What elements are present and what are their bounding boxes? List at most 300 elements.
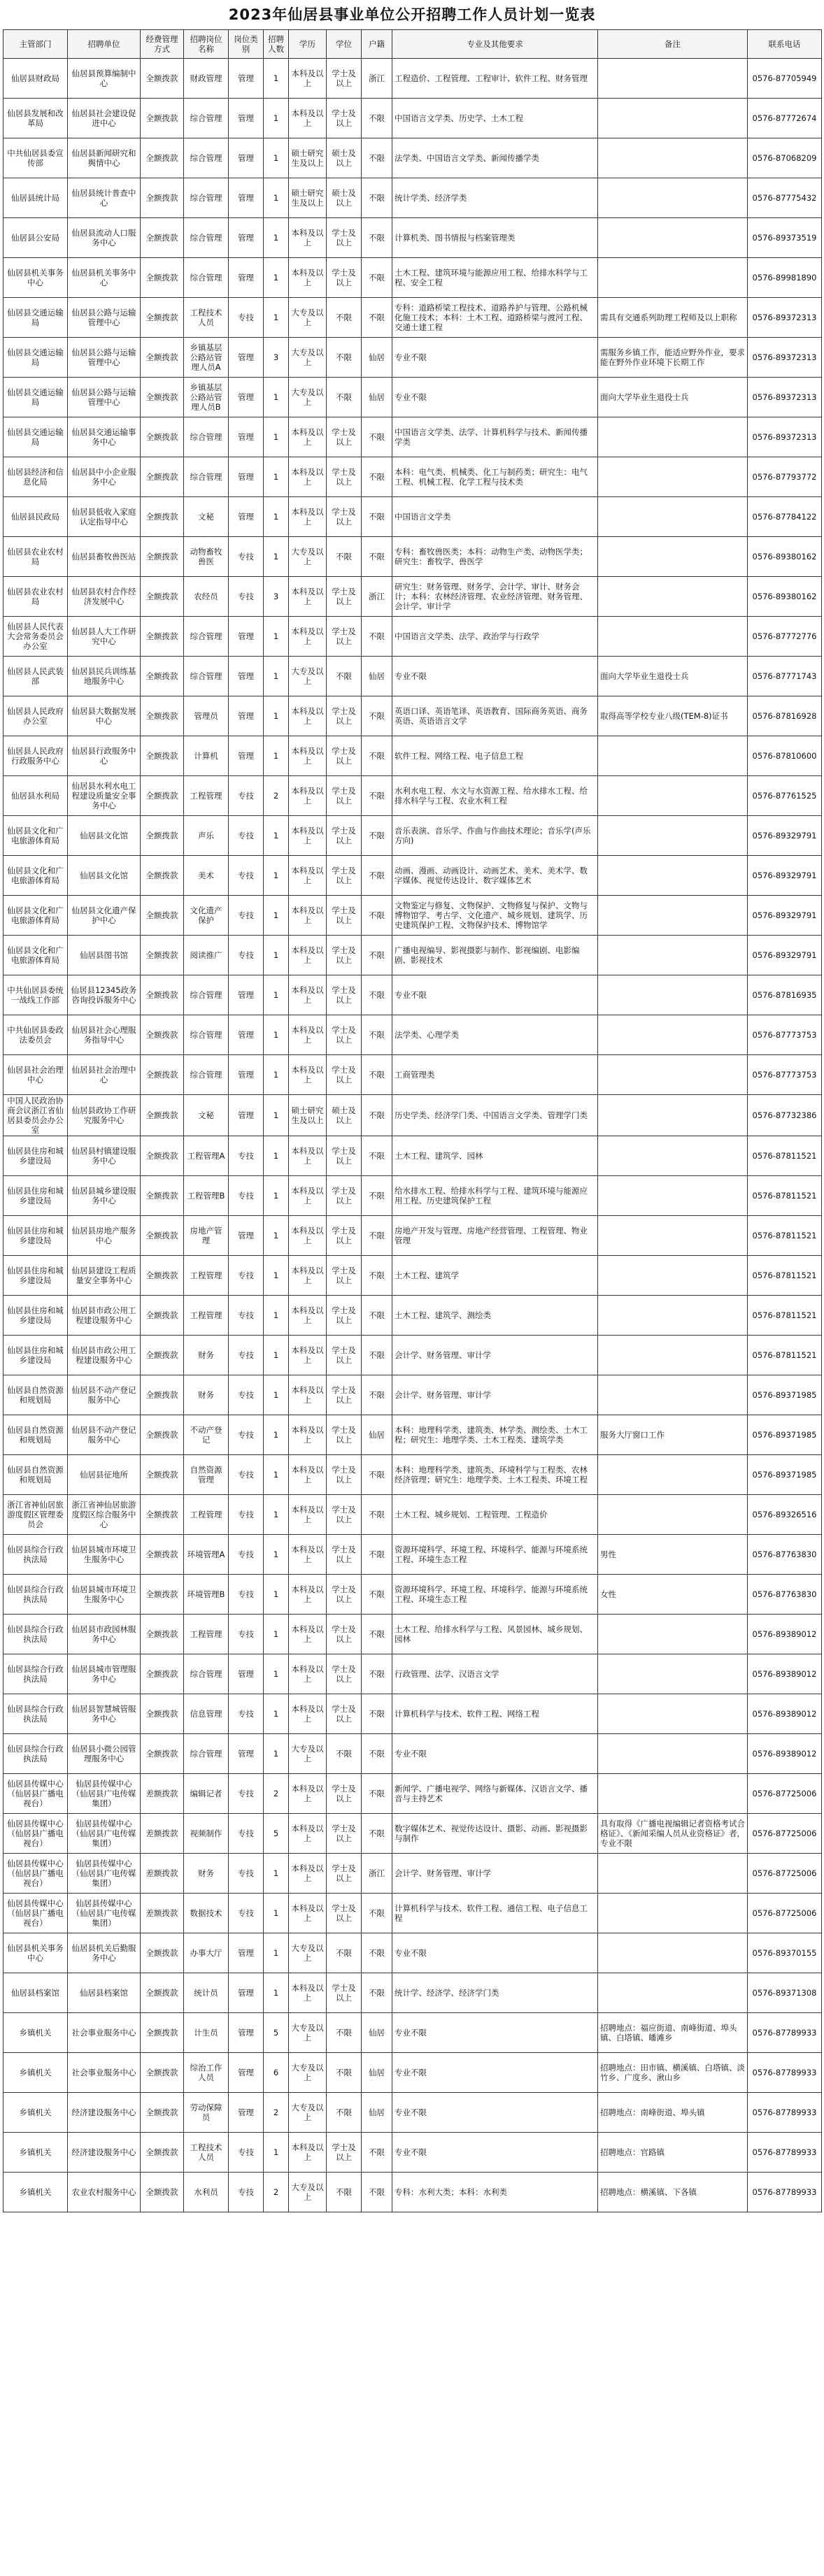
remarks-cell bbox=[598, 736, 748, 776]
remarks-cell bbox=[598, 138, 748, 178]
table-row bbox=[3, 696, 822, 736]
phone-cell: 0576-89389012 bbox=[748, 1734, 822, 1774]
department-cell: 仙居县传媒中心（仙居县广播电视台） bbox=[3, 1854, 68, 1894]
count-cell: 1 bbox=[264, 696, 289, 736]
funding-cell: 全额拨款 bbox=[141, 2093, 184, 2133]
education-cell: 大专及以上 bbox=[289, 2013, 327, 2053]
residence-cell: 仙居 bbox=[362, 657, 392, 696]
phone-cell: 0576-87732386 bbox=[748, 1095, 822, 1136]
education-cell: 本科及以上 bbox=[289, 856, 327, 896]
count-cell: 1 bbox=[264, 99, 289, 138]
education-cell: 本科及以上 bbox=[289, 736, 327, 776]
table-row bbox=[3, 497, 822, 537]
degree-cell: 硕士及以上 bbox=[327, 138, 362, 178]
funding-cell: 全额拨款 bbox=[141, 736, 184, 776]
category-cell: 管理 bbox=[229, 1654, 264, 1694]
remarks-cell bbox=[598, 856, 748, 896]
table-row bbox=[3, 975, 822, 1015]
table-row bbox=[3, 1933, 822, 1973]
requirements-cell: 专业不限 bbox=[392, 1933, 598, 1973]
remarks-cell bbox=[598, 258, 748, 298]
education-cell: 本科及以上 bbox=[289, 59, 327, 99]
position-cell: 乡镇基层公路站管理人员A bbox=[184, 338, 229, 378]
residence-cell: 不限 bbox=[362, 1136, 392, 1176]
category-cell: 管理 bbox=[229, 457, 264, 497]
education-cell: 本科及以上 bbox=[289, 1375, 327, 1415]
unit-cell: 仙居县传媒中心（仙居县广电传媒集团） bbox=[68, 1774, 141, 1814]
remarks-cell: 服务大厅窗口工作 bbox=[598, 1415, 748, 1455]
count-cell: 1 bbox=[264, 1575, 289, 1615]
education-cell: 硕士研究生及以上 bbox=[289, 138, 327, 178]
table-row bbox=[3, 1136, 822, 1176]
position-cell: 工程管理B bbox=[184, 1176, 229, 1216]
category-cell: 专技 bbox=[229, 896, 264, 936]
position-cell: 办事大厅 bbox=[184, 1933, 229, 1973]
remarks-cell bbox=[598, 1176, 748, 1216]
degree-cell: 学士及以上 bbox=[327, 1854, 362, 1894]
table-row bbox=[3, 2093, 822, 2133]
education-cell: 大专及以上 bbox=[289, 298, 327, 338]
position-cell: 综治工作人员 bbox=[184, 2053, 229, 2093]
residence-cell: 不限 bbox=[362, 218, 392, 258]
count-cell: 1 bbox=[264, 59, 289, 99]
remarks-cell bbox=[598, 457, 748, 497]
degree-cell: 学士及以上 bbox=[327, 1375, 362, 1415]
funding-cell: 全额拨款 bbox=[141, 457, 184, 497]
education-cell: 本科及以上 bbox=[289, 1774, 327, 1814]
degree-cell: 不限 bbox=[327, 537, 362, 577]
position-cell: 美术 bbox=[184, 856, 229, 896]
header-cell: 经费管理方式 bbox=[141, 30, 184, 59]
category-cell: 专技 bbox=[229, 1894, 264, 1933]
unit-cell: 仙居县机关后勤服务中心 bbox=[68, 1933, 141, 1973]
table-row bbox=[3, 178, 822, 218]
position-cell: 劳动保障员 bbox=[184, 2093, 229, 2133]
degree-cell: 学士及以上 bbox=[327, 457, 362, 497]
funding-cell: 全额拨款 bbox=[141, 1256, 184, 1296]
degree-cell: 学士及以上 bbox=[327, 99, 362, 138]
header-cell: 主管部门 bbox=[3, 30, 68, 59]
phone-cell: 0576-87811521 bbox=[748, 1296, 822, 1336]
table-row bbox=[3, 99, 822, 138]
position-cell: 财务 bbox=[184, 1854, 229, 1894]
unit-cell: 仙居县市政公用工程建设服务中心 bbox=[68, 1296, 141, 1336]
residence-cell: 不限 bbox=[362, 1495, 392, 1535]
unit-cell: 仙居县市政园林服务中心 bbox=[68, 1615, 141, 1654]
funding-cell: 全额拨款 bbox=[141, 537, 184, 577]
funding-cell: 差额拨款 bbox=[141, 1894, 184, 1933]
page-title: 2023年仙居县事业单位公开招聘工作人员计划一览表 bbox=[228, 6, 596, 23]
department-cell: 仙居县文化和广电旅游体育局 bbox=[3, 816, 68, 856]
table-row bbox=[3, 577, 822, 617]
funding-cell: 全额拨款 bbox=[141, 1296, 184, 1336]
education-cell: 本科及以上 bbox=[289, 457, 327, 497]
table-row bbox=[3, 298, 822, 338]
funding-cell: 全额拨款 bbox=[141, 1575, 184, 1615]
category-cell: 管理 bbox=[229, 218, 264, 258]
residence-cell: 不限 bbox=[362, 936, 392, 975]
degree-cell: 学士及以上 bbox=[327, 1495, 362, 1535]
phone-cell: 0576-87725006 bbox=[748, 1814, 822, 1854]
requirements-cell: 统计学类、经济学类 bbox=[392, 178, 598, 218]
phone-cell: 0576-87816928 bbox=[748, 696, 822, 736]
phone-cell: 0576-87784122 bbox=[748, 497, 822, 537]
degree-cell: 学士及以上 bbox=[327, 1136, 362, 1176]
department-cell: 仙居县农业农村局 bbox=[3, 577, 68, 617]
requirements-cell: 房地产开发与管理、房地产经营管理、工程管理、物业管理 bbox=[392, 1216, 598, 1256]
position-cell: 综合管理 bbox=[184, 99, 229, 138]
phone-cell: 0576-87793772 bbox=[748, 457, 822, 497]
count-cell: 1 bbox=[264, 1535, 289, 1575]
education-cell: 本科及以上 bbox=[289, 218, 327, 258]
degree-cell: 学士及以上 bbox=[327, 1535, 362, 1575]
category-cell: 管理 bbox=[229, 736, 264, 776]
degree-cell: 不限 bbox=[327, 2013, 362, 2053]
category-cell: 专技 bbox=[229, 577, 264, 617]
unit-cell: 仙居县社会心理服务指导中心 bbox=[68, 1015, 141, 1055]
funding-cell: 全额拨款 bbox=[141, 1694, 184, 1734]
funding-cell: 全额拨款 bbox=[141, 138, 184, 178]
degree-cell: 学士及以上 bbox=[327, 1774, 362, 1814]
funding-cell: 全额拨款 bbox=[141, 816, 184, 856]
phone-cell: 0576-87810600 bbox=[748, 736, 822, 776]
phone-cell: 0576-87773753 bbox=[748, 1055, 822, 1095]
residence-cell: 不限 bbox=[362, 1734, 392, 1774]
funding-cell: 全额拨款 bbox=[141, 617, 184, 657]
category-cell: 专技 bbox=[229, 2173, 264, 2212]
count-cell: 1 bbox=[264, 1615, 289, 1654]
table-row bbox=[3, 1495, 822, 1535]
position-cell: 乡镇基层公路站管理人员B bbox=[184, 378, 229, 417]
count-cell: 1 bbox=[264, 218, 289, 258]
position-cell: 环境管理B bbox=[184, 1575, 229, 1615]
requirements-cell: 法学类、中国语言文学类、新闻传播学类 bbox=[392, 138, 598, 178]
position-cell: 综合管理 bbox=[184, 218, 229, 258]
requirements-cell: 专业不限 bbox=[392, 657, 598, 696]
funding-cell: 全额拨款 bbox=[141, 59, 184, 99]
table-row bbox=[3, 457, 822, 497]
department-cell: 仙居县交通运输局 bbox=[3, 298, 68, 338]
remarks-cell bbox=[598, 99, 748, 138]
unit-cell: 仙居县12345政务咨询投诉服务中心 bbox=[68, 975, 141, 1015]
phone-cell: 0576-89329791 bbox=[748, 936, 822, 975]
requirements-cell: 资源环境科学、环境工程、环境科学、能源与环境系统工程、环境生态工程 bbox=[392, 1535, 598, 1575]
header-cell: 专业及其他要求 bbox=[392, 30, 598, 59]
remarks-cell: 招聘地点：横溪镇、下各镇 bbox=[598, 2173, 748, 2212]
education-cell: 本科及以上 bbox=[289, 816, 327, 856]
education-cell: 本科及以上 bbox=[289, 1694, 327, 1734]
residence-cell: 浙江 bbox=[362, 59, 392, 99]
education-cell: 本科及以上 bbox=[289, 1015, 327, 1055]
residence-cell: 不限 bbox=[362, 1216, 392, 1256]
count-cell: 1 bbox=[264, 736, 289, 776]
funding-cell: 全额拨款 bbox=[141, 2173, 184, 2212]
residence-cell: 不限 bbox=[362, 736, 392, 776]
phone-cell: 0576-89371985 bbox=[748, 1375, 822, 1415]
residence-cell: 不限 bbox=[362, 258, 392, 298]
phone-cell: 0576-89372313 bbox=[748, 298, 822, 338]
unit-cell: 仙居县文化馆 bbox=[68, 816, 141, 856]
education-cell: 本科及以上 bbox=[289, 1535, 327, 1575]
count-cell: 1 bbox=[264, 1933, 289, 1973]
residence-cell: 不限 bbox=[362, 1055, 392, 1095]
requirements-cell: 会计学、财务管理、审计学 bbox=[392, 1375, 598, 1415]
category-cell: 管理 bbox=[229, 59, 264, 99]
position-cell: 计生员 bbox=[184, 2013, 229, 2053]
requirements-cell: 研究生：财务管理、财务学、会计学、审计、财务会计；本科：农林经济管理、农业经济管理、财务管理、会计学、审计学 bbox=[392, 577, 598, 617]
remarks-cell bbox=[598, 1455, 748, 1495]
unit-cell: 仙居县新闻研究和舆情中心 bbox=[68, 138, 141, 178]
phone-cell: 0576-87725006 bbox=[748, 1894, 822, 1933]
unit-cell: 仙居县行政服务中心 bbox=[68, 736, 141, 776]
education-cell: 本科及以上 bbox=[289, 497, 327, 537]
phone-cell: 0576-89329791 bbox=[748, 816, 822, 856]
count-cell: 1 bbox=[264, 178, 289, 218]
degree-cell: 学士及以上 bbox=[327, 258, 362, 298]
remarks-cell bbox=[598, 1136, 748, 1176]
unit-cell: 仙居县不动产登记服务中心 bbox=[68, 1415, 141, 1455]
funding-cell: 全额拨款 bbox=[141, 99, 184, 138]
requirements-cell: 历史学类、经济学门类、中国语言文学类、管理学门类 bbox=[392, 1095, 598, 1136]
remarks-cell bbox=[598, 896, 748, 936]
remarks-cell: 需服务乡镇工作，能适应野外作业，要求能在野外作业环境下长期工作 bbox=[598, 338, 748, 378]
residence-cell: 不限 bbox=[362, 816, 392, 856]
phone-cell: 0576-87763830 bbox=[748, 1535, 822, 1575]
residence-cell: 不限 bbox=[362, 1336, 392, 1375]
remarks-cell bbox=[598, 417, 748, 457]
requirements-cell: 土木工程、建筑学 bbox=[392, 1256, 598, 1296]
requirements-cell: 本科：地理科学类、建筑类、林学类、测绘类、土木工程；研究生：地理学类、土木工程类、建筑学类 bbox=[392, 1415, 598, 1455]
residence-cell: 不限 bbox=[362, 1615, 392, 1654]
funding-cell: 全额拨款 bbox=[141, 417, 184, 457]
department-cell: 仙居县统计局 bbox=[3, 178, 68, 218]
department-cell: 仙居县传媒中心（仙居县广播电视台） bbox=[3, 1814, 68, 1854]
degree-cell: 学士及以上 bbox=[327, 1455, 362, 1495]
remarks-cell bbox=[598, 1495, 748, 1535]
position-cell: 工程管理 bbox=[184, 1296, 229, 1336]
remarks-cell: 招聘地点：福应街道、南峰街道、埠头镇、白塔镇、皤滩乡 bbox=[598, 2013, 748, 2053]
remarks-cell: 男性 bbox=[598, 1535, 748, 1575]
education-cell: 本科及以上 bbox=[289, 1615, 327, 1654]
funding-cell: 全额拨款 bbox=[141, 856, 184, 896]
requirements-cell: 计算机科学与技术、软件工程、网络工程 bbox=[392, 1694, 598, 1734]
remarks-cell: 招聘地点：南峰街道、埠头镇 bbox=[598, 2093, 748, 2133]
category-cell: 专技 bbox=[229, 1375, 264, 1415]
residence-cell: 仙居 bbox=[362, 2053, 392, 2093]
education-cell: 本科及以上 bbox=[289, 1176, 327, 1216]
table-row bbox=[3, 1575, 822, 1615]
count-cell: 1 bbox=[264, 378, 289, 417]
funding-cell: 全额拨款 bbox=[141, 1734, 184, 1774]
requirements-cell: 资源环境科学、环境工程、环境科学、能源与环境系统工程、环境生态工程 bbox=[392, 1575, 598, 1615]
department-cell: 仙居县住房和城乡建设局 bbox=[3, 1216, 68, 1256]
position-cell: 工程管理 bbox=[184, 1256, 229, 1296]
degree-cell: 学士及以上 bbox=[327, 736, 362, 776]
education-cell: 本科及以上 bbox=[289, 776, 327, 816]
phone-cell: 0576-87068209 bbox=[748, 138, 822, 178]
residence-cell: 浙江 bbox=[362, 1854, 392, 1894]
department-cell: 仙居县住房和城乡建设局 bbox=[3, 1256, 68, 1296]
degree-cell: 学士及以上 bbox=[327, 1973, 362, 2013]
unit-cell: 仙居县水利水电工程建设质量安全事务中心 bbox=[68, 776, 141, 816]
degree-cell: 不限 bbox=[327, 338, 362, 378]
table-row bbox=[3, 1894, 822, 1933]
unit-cell: 社会事业服务中心 bbox=[68, 2013, 141, 2053]
position-cell: 综合管理 bbox=[184, 657, 229, 696]
funding-cell: 全额拨款 bbox=[141, 1375, 184, 1415]
education-cell: 大专及以上 bbox=[289, 657, 327, 696]
table-row bbox=[3, 2053, 822, 2093]
requirements-cell: 新闻学、广播电视学、网络与新媒体、汉语言文学、播音与主持艺术 bbox=[392, 1774, 598, 1814]
phone-cell: 0576-87789933 bbox=[748, 2013, 822, 2053]
count-cell: 1 bbox=[264, 1415, 289, 1455]
unit-cell: 仙居县公路与运输管理中心 bbox=[68, 378, 141, 417]
remarks-cell bbox=[598, 218, 748, 258]
remarks-cell bbox=[598, 1095, 748, 1136]
table-row bbox=[3, 338, 822, 378]
degree-cell: 学士及以上 bbox=[327, 896, 362, 936]
phone-cell: 0576-89326516 bbox=[748, 1495, 822, 1535]
category-cell: 管理 bbox=[229, 497, 264, 537]
requirements-cell: 专业不限 bbox=[392, 2053, 598, 2093]
phone-cell: 0576-89371985 bbox=[748, 1455, 822, 1495]
funding-cell: 全额拨款 bbox=[141, 1176, 184, 1216]
residence-cell: 仙居 bbox=[362, 1415, 392, 1455]
category-cell: 专技 bbox=[229, 1336, 264, 1375]
requirements-cell: 中国语言文学类、法学、计算机科学与技术、新闻传播学类 bbox=[392, 417, 598, 457]
residence-cell: 不限 bbox=[362, 1654, 392, 1694]
position-cell: 农经员 bbox=[184, 577, 229, 617]
residence-cell: 不限 bbox=[362, 1575, 392, 1615]
residence-cell: 不限 bbox=[362, 1973, 392, 2013]
header-cell: 联系电话 bbox=[748, 30, 822, 59]
requirements-cell: 专业不限 bbox=[392, 338, 598, 378]
table-row bbox=[3, 417, 822, 457]
unit-cell: 仙居县文化遗产保护中心 bbox=[68, 896, 141, 936]
unit-cell: 仙居县传媒中心（仙居县广电传媒集团） bbox=[68, 1894, 141, 1933]
position-cell: 工程管理A bbox=[184, 1136, 229, 1176]
position-cell: 综合管理 bbox=[184, 178, 229, 218]
category-cell: 管理 bbox=[229, 258, 264, 298]
remarks-cell bbox=[598, 59, 748, 99]
department-cell: 仙居县综合行政执法局 bbox=[3, 1615, 68, 1654]
department-cell: 仙居县综合行政执法局 bbox=[3, 1654, 68, 1694]
position-cell: 综合管理 bbox=[184, 138, 229, 178]
phone-cell: 0576-87763830 bbox=[748, 1575, 822, 1615]
header-cell: 户籍 bbox=[362, 30, 392, 59]
count-cell: 2 bbox=[264, 1774, 289, 1814]
count-cell: 5 bbox=[264, 2013, 289, 2053]
funding-cell: 差额拨款 bbox=[141, 1774, 184, 1814]
department-cell: 中共仙居县委统一战线工作部 bbox=[3, 975, 68, 1015]
department-cell: 仙居县住房和城乡建设局 bbox=[3, 1136, 68, 1176]
department-cell: 仙居县人民武装部 bbox=[3, 657, 68, 696]
education-cell: 本科及以上 bbox=[289, 1575, 327, 1615]
position-cell: 计算机 bbox=[184, 736, 229, 776]
table-row bbox=[3, 1973, 822, 2013]
position-cell: 工程管理 bbox=[184, 1495, 229, 1535]
department-cell: 仙居县自然资源和规划局 bbox=[3, 1375, 68, 1415]
phone-cell: 0576-87789933 bbox=[748, 2173, 822, 2212]
category-cell: 专技 bbox=[229, 936, 264, 975]
residence-cell: 不限 bbox=[362, 497, 392, 537]
header-cell: 备注 bbox=[598, 30, 748, 59]
header-cell: 招聘单位 bbox=[68, 30, 141, 59]
funding-cell: 差额拨款 bbox=[141, 1814, 184, 1854]
remarks-cell bbox=[598, 1015, 748, 1055]
phone-cell: 0576-87705949 bbox=[748, 59, 822, 99]
remarks-cell bbox=[598, 816, 748, 856]
department-cell: 仙居县档案馆 bbox=[3, 1973, 68, 2013]
position-cell: 声乐 bbox=[184, 816, 229, 856]
position-cell: 房地产管理 bbox=[184, 1216, 229, 1256]
department-cell: 仙居县农业农村局 bbox=[3, 537, 68, 577]
position-cell: 统计员 bbox=[184, 1973, 229, 2013]
degree-cell: 不限 bbox=[327, 298, 362, 338]
position-cell: 工程管理 bbox=[184, 776, 229, 816]
residence-cell: 不限 bbox=[362, 99, 392, 138]
remarks-cell bbox=[598, 1774, 748, 1814]
residence-cell: 不限 bbox=[362, 1455, 392, 1495]
category-cell: 管理 bbox=[229, 2053, 264, 2093]
count-cell: 3 bbox=[264, 577, 289, 617]
phone-cell: 0576-89373519 bbox=[748, 218, 822, 258]
residence-cell: 仙居 bbox=[362, 378, 392, 417]
remarks-cell bbox=[598, 537, 748, 577]
degree-cell: 学士及以上 bbox=[327, 856, 362, 896]
table-row bbox=[3, 1694, 822, 1734]
unit-cell: 仙居县低收入家庭认定指导中心 bbox=[68, 497, 141, 537]
count-cell: 1 bbox=[264, 1495, 289, 1535]
unit-cell: 仙居县传媒中心（仙居县广电传媒集团） bbox=[68, 1814, 141, 1854]
remarks-cell bbox=[598, 1375, 748, 1415]
table-row bbox=[3, 138, 822, 178]
education-cell: 大专及以上 bbox=[289, 378, 327, 417]
table-row bbox=[3, 1415, 822, 1455]
remarks-cell bbox=[598, 936, 748, 975]
category-cell: 专技 bbox=[229, 1694, 264, 1734]
requirements-cell: 专业不限 bbox=[392, 2133, 598, 2173]
position-cell: 阅读推广 bbox=[184, 936, 229, 975]
unit-cell: 仙居县社会建设促进中心 bbox=[68, 99, 141, 138]
phone-cell: 0576-87725006 bbox=[748, 1854, 822, 1894]
unit-cell: 仙居县公路与运输管理中心 bbox=[68, 298, 141, 338]
requirements-cell: 专科：畜牧兽医类；本科：动物生产类、动物医学类；研究生：畜牧学、兽医学 bbox=[392, 537, 598, 577]
phone-cell: 0576-87789933 bbox=[748, 2053, 822, 2093]
degree-cell: 学士及以上 bbox=[327, 696, 362, 736]
funding-cell: 全额拨款 bbox=[141, 258, 184, 298]
table-row bbox=[3, 1176, 822, 1216]
category-cell: 管理 bbox=[229, 657, 264, 696]
table-row bbox=[3, 1015, 822, 1055]
residence-cell: 仙居 bbox=[362, 338, 392, 378]
position-cell: 综合管理 bbox=[184, 1055, 229, 1095]
education-cell: 本科及以上 bbox=[289, 1256, 327, 1296]
department-cell: 仙居县交通运输局 bbox=[3, 338, 68, 378]
residence-cell: 不限 bbox=[362, 457, 392, 497]
degree-cell: 不限 bbox=[327, 2053, 362, 2093]
education-cell: 本科及以上 bbox=[289, 1495, 327, 1535]
degree-cell: 学士及以上 bbox=[327, 1615, 362, 1654]
degree-cell: 学士及以上 bbox=[327, 1256, 362, 1296]
unit-cell: 经济建设服务中心 bbox=[68, 2093, 141, 2133]
residence-cell: 不限 bbox=[362, 1894, 392, 1933]
category-cell: 专技 bbox=[229, 1575, 264, 1615]
degree-cell: 学士及以上 bbox=[327, 975, 362, 1015]
degree-cell: 硕士及以上 bbox=[327, 178, 362, 218]
residence-cell: 不限 bbox=[362, 298, 392, 338]
requirements-cell: 专业不限 bbox=[392, 975, 598, 1015]
